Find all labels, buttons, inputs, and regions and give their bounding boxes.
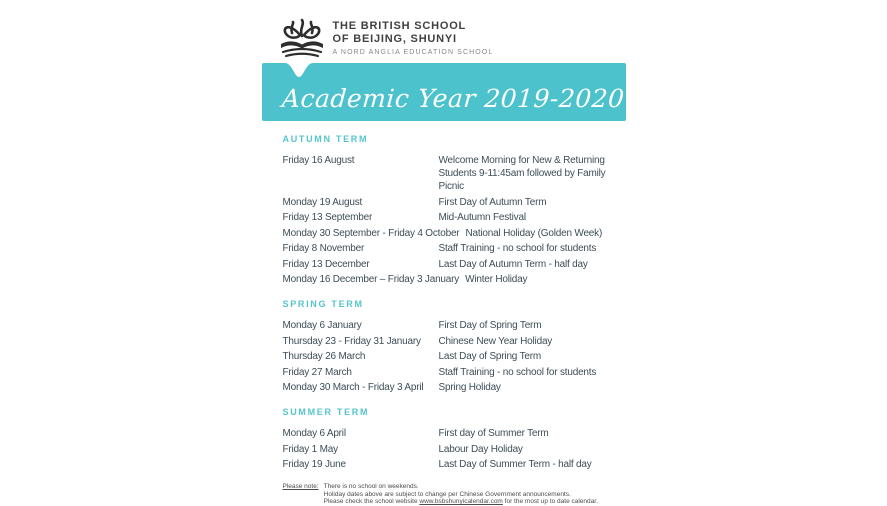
event-description: Spring Holiday (438, 382, 501, 393)
event-description: Labour Day Holiday (438, 443, 523, 455)
event-description: First Day of Autumn Term (438, 196, 547, 208)
table-row (283, 366, 643, 379)
event-date: Friday 13 September (282, 212, 373, 223)
event-description: Chinese New Year Holiday (438, 335, 553, 347)
section-heading-autumn: AUTUMN TERM (282, 134, 369, 144)
event-date: Monday 16 December – Friday 3 January (282, 274, 460, 285)
table-row (283, 335, 643, 348)
event-date: Friday 27 March (282, 366, 352, 378)
event-description: Winter Holiday (465, 274, 528, 285)
table-row (283, 211, 643, 224)
event-date: Friday 8 November (282, 243, 365, 254)
footer-note-label: Please note: (282, 483, 319, 490)
section-heading-spring: SPRING TERM (282, 299, 364, 309)
content-column (262, 0, 626, 506)
summer-term-rows (283, 427, 643, 471)
calendar-website-link[interactable]: www.bsbshunyicalendar.com (419, 498, 503, 506)
spring-term-rows (283, 319, 643, 394)
event-description: Mid-Autumn Festival (438, 212, 526, 223)
footer-line-3-suffix: for the most up to date calendar. (502, 498, 598, 506)
event-date: Monday 6 April (282, 428, 346, 439)
school-logo (278, 14, 626, 60)
footer-note-lines (324, 483, 598, 506)
event-description: Last Day of Spring Term (438, 351, 541, 362)
autumn-term-rows (283, 154, 643, 286)
event-date: Friday 19 June (282, 459, 346, 470)
event-description: Staff Training - no school for students (438, 243, 597, 254)
footer-line-3-prefix: Please check the school website (323, 498, 420, 506)
table-row (283, 458, 643, 471)
school-logo-icon (278, 15, 326, 59)
banner-notch-decoration (285, 63, 313, 77)
academic-year-banner (262, 63, 626, 121)
footer-line-2: Holiday dates above are subject to change per Chinese Government announcements. (323, 490, 571, 498)
event-date: Monday 30 March - Friday 3 April (282, 382, 424, 393)
table-row (283, 196, 643, 209)
event-date: Thursday 23 - Friday 31 January (282, 335, 421, 347)
event-date: Monday 19 August (282, 196, 363, 208)
event-date: Monday 6 January (282, 320, 362, 331)
event-description: Last Day of Autumn Term - half day (438, 258, 588, 270)
table-row (283, 350, 643, 363)
table-row (283, 258, 643, 271)
event-description: Staff Training - no school for students (438, 366, 597, 378)
school-name-line1: THE BRITISH SCHOOL (332, 20, 467, 32)
table-row (283, 381, 643, 394)
page-title: Academic Year 2019-2020 (280, 84, 626, 113)
school-name-line2: OF BEIJING, SHUNYI (332, 33, 457, 45)
table-row (283, 154, 643, 193)
event-description: First Day of Spring Term (438, 320, 542, 331)
section-heading-summer: SUMMER TERM (282, 407, 370, 417)
event-description: First day of Summer Term (438, 428, 549, 439)
footer-line-3 (324, 498, 598, 506)
table-row (283, 227, 643, 240)
table-row (283, 443, 643, 456)
school-logo-text (333, 18, 494, 56)
event-date: Friday 1 May (282, 443, 338, 455)
event-date: Friday 16 August (282, 155, 355, 166)
footer-note (283, 483, 626, 506)
event-description: Welcome Morning for New & Returning Students 9-11:45am followed by Family Picnic (438, 155, 606, 192)
table-row (283, 273, 643, 286)
school-subtitle: A NORD ANGLIA EDUCATION SCHOOL (332, 49, 494, 56)
event-description: Last Day of Summer Term - half day (438, 459, 592, 470)
event-description: National Holiday (Golden Week) (465, 227, 603, 239)
table-row (283, 319, 643, 332)
event-date: Thursday 26 March (282, 351, 366, 362)
table-row (283, 427, 643, 440)
event-date: Monday 30 September - Friday 4 October (282, 227, 460, 239)
event-date: Friday 13 December (282, 258, 370, 270)
footer-line-1: There is no school on weekends. (323, 483, 419, 490)
table-row (283, 242, 643, 255)
